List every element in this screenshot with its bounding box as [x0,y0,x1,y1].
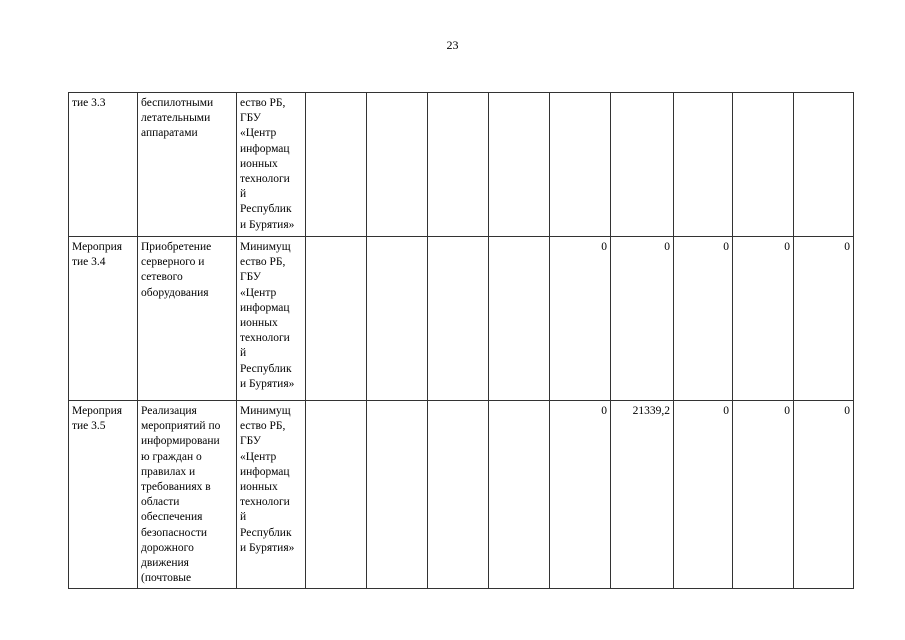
cell-text-line: ество РБ, [240,97,286,109]
cell-text-line: Реализация [141,405,197,417]
value-cell [674,93,733,237]
table-row-activity-3-3 [69,93,854,237]
activity-number-cell [69,401,138,589]
activity-number-cell [69,237,138,401]
cell-text-line: требованиях в [141,481,211,494]
cell-text-line: ионных [240,157,278,170]
cell-text-line: информац [240,142,290,155]
cell-text-line: мероприятий по [141,420,221,433]
cell-text-line: ГБУ [240,112,261,125]
value-cell [733,93,794,237]
cell-text-line: летательными [141,112,211,125]
cell-text-line: ионных [240,317,278,330]
cell-text-line: аппаратами [141,127,198,140]
cell-text-line: ГБУ [240,271,261,284]
page-number: 23 [446,38,459,52]
cell-text-line: информац [240,301,290,314]
cell-text-line: беспилотными [141,97,214,109]
cell-text-line: (почтовые [141,572,192,585]
cell-text-line: тие 3.3 [72,97,106,109]
cell-text-line: ионных [240,481,278,494]
value-cell [611,93,674,237]
executor-cell [237,401,306,589]
cell-text-line: Мероприя [72,241,123,253]
value-cell [794,93,854,237]
cell-text-line: Мероприя [72,405,123,417]
value-cell [306,237,367,401]
cell-text-line: Республик [240,362,292,375]
cell-text-line: оборудования [141,286,209,299]
value-cell [489,401,550,589]
cell-text-line: «Центр [240,286,277,299]
budget-table [68,92,854,589]
cell-text-line: технологи [240,332,290,345]
value-cell [550,93,611,237]
value-cell: 0 [794,401,854,589]
cell-text-line: й [240,188,247,201]
cell-text-line: дорожного [141,541,194,554]
value-cell: 0 [611,237,674,401]
cell-text-line: движения [141,557,189,570]
cell-text-line: «Центр [240,127,277,140]
cell-text-line: ю граждан о [141,450,202,463]
cell-text-line: Приобретение [141,241,212,253]
executor-cell [237,237,306,401]
cell-text-line: и Бурятия» [240,541,295,554]
cell-text-line: Республик [240,526,292,539]
table-row-activity-3-4 [69,237,854,401]
cell-text-line: «Центр [240,450,277,463]
cell-text-line: и Бурятия» [240,377,295,390]
activity-name-cell [138,237,237,401]
cell-text-line: тие 3.5 [72,420,106,433]
value-cell [428,401,489,589]
value-cell [489,237,550,401]
value-cell: 0 [674,401,733,589]
value-cell [306,401,367,589]
value-cell: 0 [794,237,854,401]
value-cell: 0 [733,401,794,589]
value-cell [367,93,428,237]
value-cell [489,93,550,237]
cell-text-line: технологи [240,173,290,186]
cell-text-line: серверного и [141,256,205,269]
activity-number-cell [69,93,138,237]
cell-text-line: тие 3.4 [72,256,106,269]
executor-cell [237,93,306,237]
cell-text-line: области [141,496,180,509]
value-cell: 21339,2 [611,401,674,589]
value-cell: 0 [550,237,611,401]
cell-text-line: сетевого [141,271,183,284]
cell-text-line: й [240,511,247,524]
value-cell [367,401,428,589]
cell-text-line: ество РБ, [240,420,286,433]
value-cell [428,237,489,401]
cell-text-line: Республик [240,203,292,216]
cell-text-line: безопасности [141,526,208,539]
cell-text-line: Минимущ [240,241,291,253]
table-row-activity-3-5 [69,401,854,589]
cell-text-line: информац [240,465,290,478]
cell-text-line: й [240,347,247,360]
cell-text-line: информировани [141,435,220,448]
activity-name-cell [138,401,237,589]
cell-text-line: ГБУ [240,435,261,448]
cell-text-line: обеспечения [141,511,203,524]
cell-text-line: ество РБ, [240,256,286,269]
cell-text-line: технологи [240,496,290,509]
activity-name-cell [138,93,237,237]
value-cell [428,93,489,237]
value-cell: 0 [674,237,733,401]
value-cell [306,93,367,237]
value-cell: 0 [550,401,611,589]
cell-text-line: и Бурятия» [240,218,295,231]
value-cell [367,237,428,401]
cell-text-line: правилах и [141,465,196,478]
value-cell: 0 [733,237,794,401]
cell-text-line: Минимущ [240,405,291,417]
